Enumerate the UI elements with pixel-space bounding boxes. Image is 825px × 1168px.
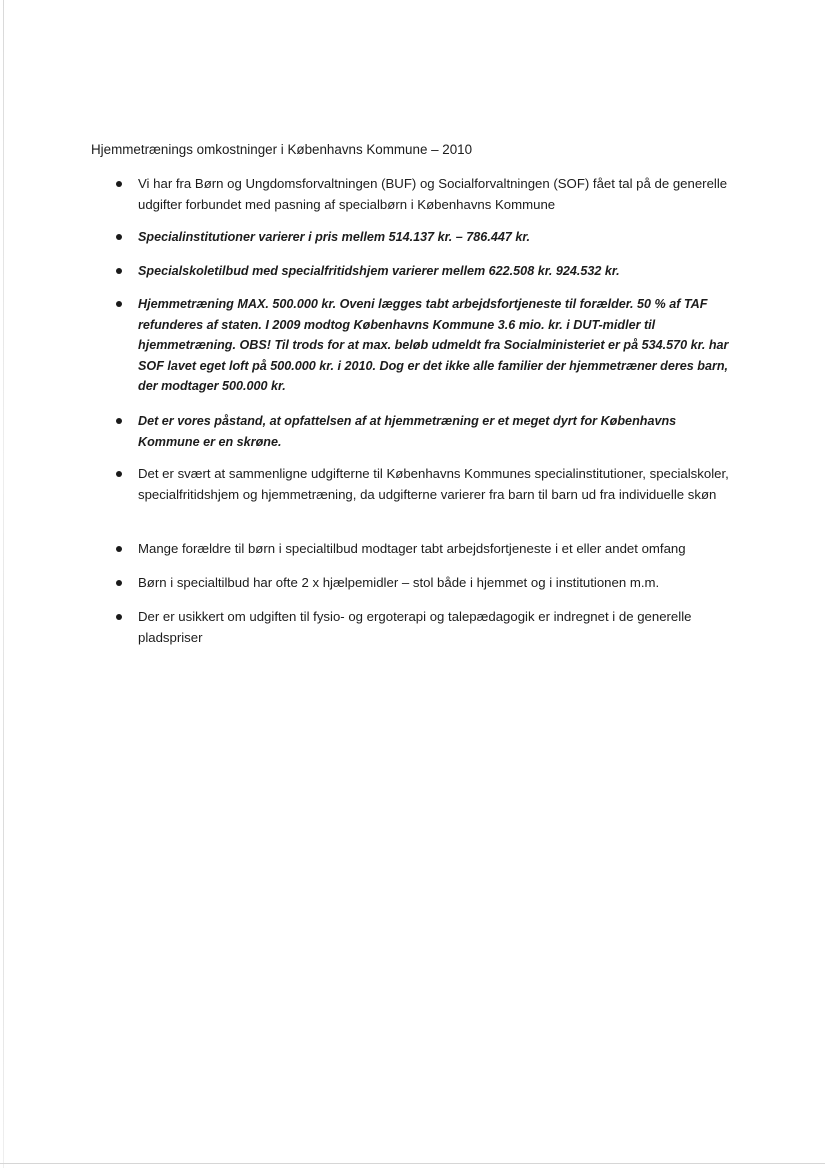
bullet-icon	[116, 614, 122, 620]
list-item-text: Der er usikkert om udgiften til fysio- og ergoterapi og talepædagogik er indregnet i de generelle pladspriser	[138, 609, 692, 645]
list-item-text: Specialskoletilbud med specialfritidshjem varierer mellem 622.508 kr. 924.532 kr.	[138, 264, 620, 278]
bullet-icon	[116, 580, 122, 586]
list-item	[138, 539, 738, 560]
bullet-icon	[116, 268, 122, 274]
scan-edge-left	[3, 0, 4, 1168]
list-item-text: Det er vores påstand, at opfattelsen af at hjemmetræning er et meget dyrt for Københavns Kommune er en skrøne.	[138, 414, 677, 449]
list-item	[138, 174, 738, 215]
list-item-text: Specialinstitutioner varierer i pris mellem 514.137 kr. – 786.447 kr.	[138, 230, 531, 244]
bullet-icon	[116, 301, 122, 307]
list-item	[138, 411, 738, 452]
list-item-text: Børn i specialtilbud har ofte 2 x hjælpemidler – stol både i hjemmet og i institutionen m.m.	[138, 575, 660, 590]
bullet-icon	[116, 546, 122, 552]
list-item-text: Mange forældre til børn i specialtilbud modtager tabt arbejdsfortjeneste i et eller andet omfang	[138, 541, 686, 556]
bullet-icon	[116, 234, 122, 240]
list-item	[138, 464, 738, 505]
document-title: Hjemmetrænings omkostninger i Københavns Kommune – 2010	[91, 142, 473, 157]
list-item	[138, 227, 738, 248]
list-item-text: Hjemmetræning MAX. 500.000 kr. Oveni lægges tabt arbejdsfortjeneste til forælder. 50 % af TAF refunderes af staten. I 2009 modtog Københavns Kommune 3.6 mio. kr. i DUT-midler til hjemmetræning. OBS! Til trods for at max. beløb udmeldt fra Socialministeriet er på 534.570 kr. har SOF lavet eget loft på 500.000 kr. i 2010. Dog er det ikke alle familier der hjemmetræner deres barn, der modtager 500.000 kr.	[138, 297, 729, 393]
list-item	[138, 573, 738, 594]
list-item-text: Det er svært at sammenligne udgifterne til Københavns Kommunes specialinstitutioner, specialskoler, specialfritidshjem og hjemmetræning, da udgifterne varierer fra barn til barn ud fra individuelle skøn	[138, 466, 729, 502]
list-item	[138, 261, 738, 282]
bullet-icon	[116, 181, 122, 187]
bullet-icon	[116, 418, 122, 424]
list-item	[138, 607, 738, 648]
bullet-icon	[116, 471, 122, 477]
list-item-text: Vi har fra Børn og Ungdomsforvaltningen (BUF) og Socialforvaltningen (SOF) fået tal på de generelle udgifter forbundet med pasning af specialbørn i Københavns Kommune	[138, 176, 728, 212]
list-item	[138, 294, 738, 397]
scan-edge-bottom	[0, 1163, 825, 1164]
